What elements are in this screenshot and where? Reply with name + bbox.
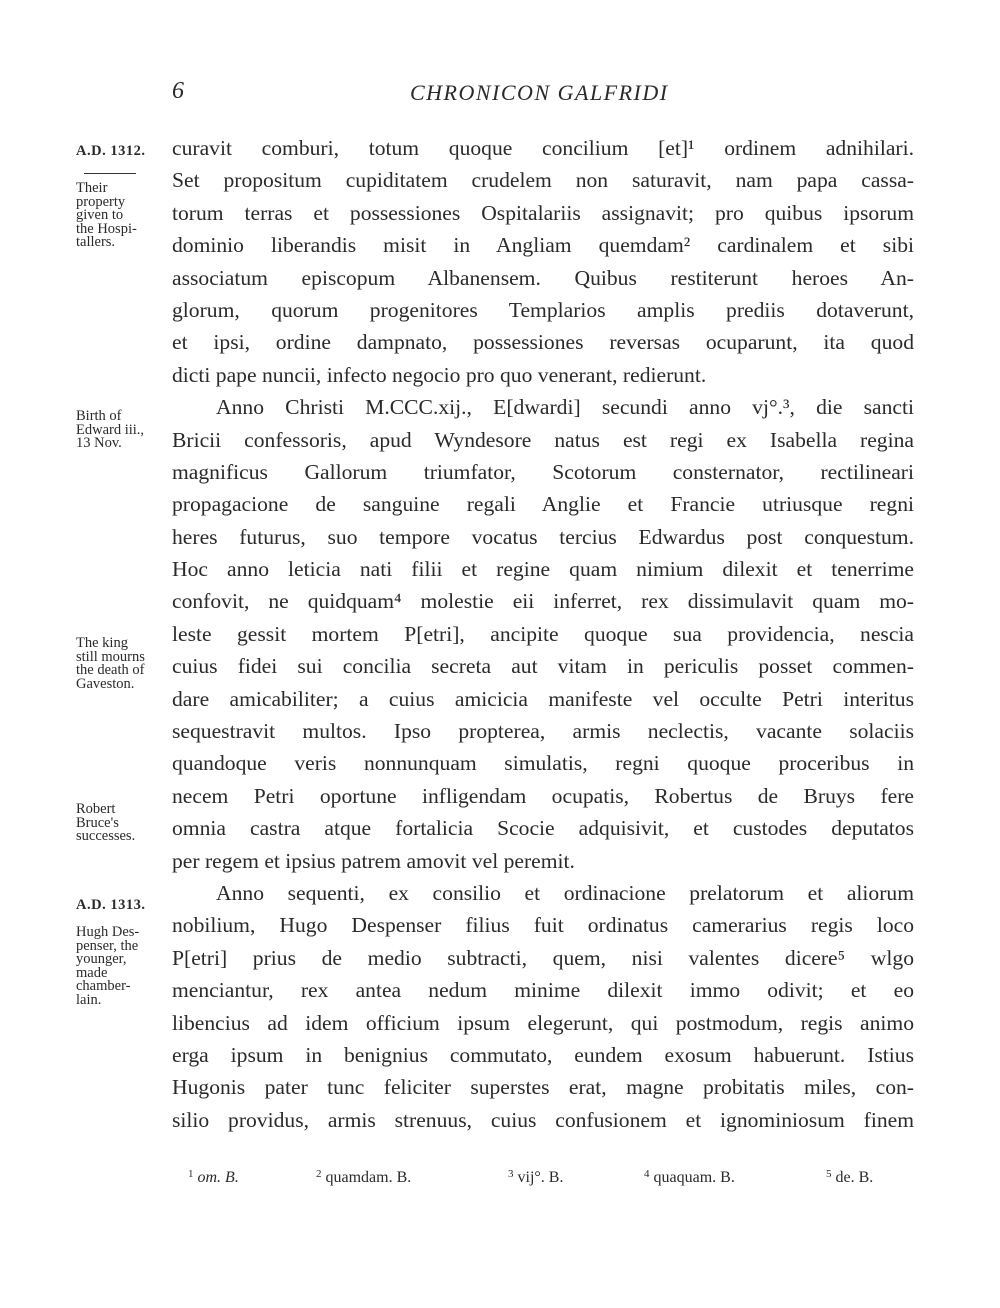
footnote-number: 4 [644,1168,650,1180]
sidenote-line: 13 Nov. [76,435,122,451]
sidenote-line: given to [76,207,124,223]
footnote-number: 1 [188,1168,194,1180]
text-line: dicti pape nuncii, infecto negocio pro quo venerant, redierunt. [172,362,707,387]
text-line: libencius ad idem officium ipsum elegerunt, qui postmodum, regis animo [172,1010,914,1035]
text-line: torum terras et possessiones Ospitalariis assignavit; pro quibus ipsorum [172,200,914,225]
text-line: sequestravit multos. Ipso propterea, armis neclectis, vacante solaciis [172,719,914,744]
sidenote-line: successes. [76,828,136,844]
sidenote-line: Bruce's [76,814,119,831]
text-line: necem Petri oportune infligendam ocupatis, Robertus de Bruys fere [172,783,914,808]
text-line: erga ipsum in benignius commutato, eundem exosum habuerunt. Istius [172,1042,914,1067]
sidenote-line: chamber- [76,978,131,994]
footnote-text: de. B. [835,1169,874,1186]
footnote-text: quamdam. B. [325,1169,412,1186]
text-line: curavit comburi, totum quoque concilium [et]¹ ordinem adnihilari. [172,136,914,160]
footnote-1 [188,1168,239,1187]
text-line: magnificus Gallorum triumfator, Scotorum consternator, rectilineari [172,459,914,484]
text-line: Bricii confessoris, apud Wyndesore natus est regi ex Isabella regina [172,427,914,452]
margin-date-1313: A.D. 1313. [76,897,146,913]
footnote-3 [508,1168,563,1187]
text-line: et ipsi, ordine dampnato, possessiones reversas ocuparunt, ita quod [172,330,914,355]
text-line: leste gessit mortem P[etri], ancipite quoque sua providencia, nescia [172,621,914,646]
text-line: menciantur, rex antea nedum minime dilexit immo odivit; et eo [172,978,914,1003]
sidenote-king-mourns [76,637,168,691]
text-line: Set propositum cupiditatem crudelem non saturavit, nam papa cassa- [172,168,914,193]
sidenote-line: Their [76,180,108,196]
text-line: dare amicabiliter; a cuius amicicia manifeste vel occulte Petri interitus [172,686,914,711]
text-line: Hugonis pater tunc feliciter superstes erat, magne probitatis miles, con- [172,1075,914,1100]
text-line: silio providus, armis strenuus, cuius confusionem et ignominiosum finem [172,1107,914,1132]
text-line: Anno Christi M.CCC.xij., E[dwardi] secundi anno vj°.³, die sancti [216,395,914,420]
text-line: glorum, quorum progenitores Templarios amplis prediis dotaverunt, [172,297,914,322]
text-line: nobilium, Hugo Despenser filius fuit ordinatus camerarius regis loco [172,913,914,938]
text-line: dominio liberandis misit in Angliam quemdam² cardinalem et sibi [172,233,914,258]
sidenote-line: Robert [76,801,116,817]
text-line: per regem et ipsius patrem amovit vel peremit. [172,848,575,873]
margin-rule [84,173,136,174]
sidenote-bruce [76,803,168,844]
text-line: quandoque veris nonnunquam simulatis, regni quoque proceribus in [172,751,914,776]
text-line: confovit, ne quidquam⁴ molestie eii inferret, rex dissimulavit quam mo- [172,589,914,614]
sidenote-line: Hugh Des- [76,924,140,940]
sidenote-birth [76,410,168,451]
sidenote-line: property [76,193,126,210]
footnotes [172,1168,914,1194]
footnote-text: vij°. B. [517,1169,564,1186]
text-line: cuius fidei sui concilia secreta aut vitam in periculis posset commen- [172,654,914,679]
sidenote-line: still mourns [76,648,145,665]
text-line: propagacione de sanguine regali Anglie et Francie utriusque regni [172,492,914,517]
text-line: heres futurus, suo tempore vocatus tercius Edwardus post conquestum. [172,524,914,549]
footnote-number: 3 [508,1168,514,1180]
sidenote-hugh-despenser [76,926,168,1007]
footnote-text: om. B. [197,1169,239,1186]
sidenote-property [76,182,168,250]
footnote-4 [644,1168,735,1187]
sidenote-line: penser, the [76,937,139,954]
sidenote-line: The king [76,635,128,651]
sidenote-line: Birth of [76,408,122,424]
running-title: CHRONICON GALFRIDI [410,80,669,105]
sidenote-line: the Hospi- [76,220,137,237]
footnote-number: 5 [826,1168,832,1180]
footnote-text: quaquam. B. [653,1169,735,1186]
text-line: associatum episcopum Albanensem. Quibus restiterunt heroes An- [172,265,914,290]
sidenote-line: tallers. [76,234,116,250]
text-line: omnia castra atque fortalicia Scocie adquisivit, et custodes deputatos [172,816,914,841]
page-number: 6 [172,78,184,104]
sidenote-line: made [76,964,108,981]
text-line: Hoc anno leticia nati filii et regine quam nimium dilexit et tenerrime [172,557,914,582]
footnote-5 [826,1168,873,1187]
body-text [172,132,914,1136]
text-line: Anno sequenti, ex consilio et ordinacione prelatorum et aliorum [216,880,914,905]
text-line: P[etri] prius de medio subtracti, quem, nisi valentes dicere⁵ wlgo [172,945,914,970]
margin-date-1312: A.D. 1312. [76,143,146,159]
sidenote-line: Edward iii., [76,421,145,438]
footnote-number: 2 [316,1168,322,1180]
sidenote-line: the death of [76,662,145,678]
sidenote-line: younger, [76,951,127,967]
footnote-2 [316,1168,411,1187]
sidenote-line: Gaveston. [76,675,135,692]
sidenote-line: lain. [76,991,102,1008]
